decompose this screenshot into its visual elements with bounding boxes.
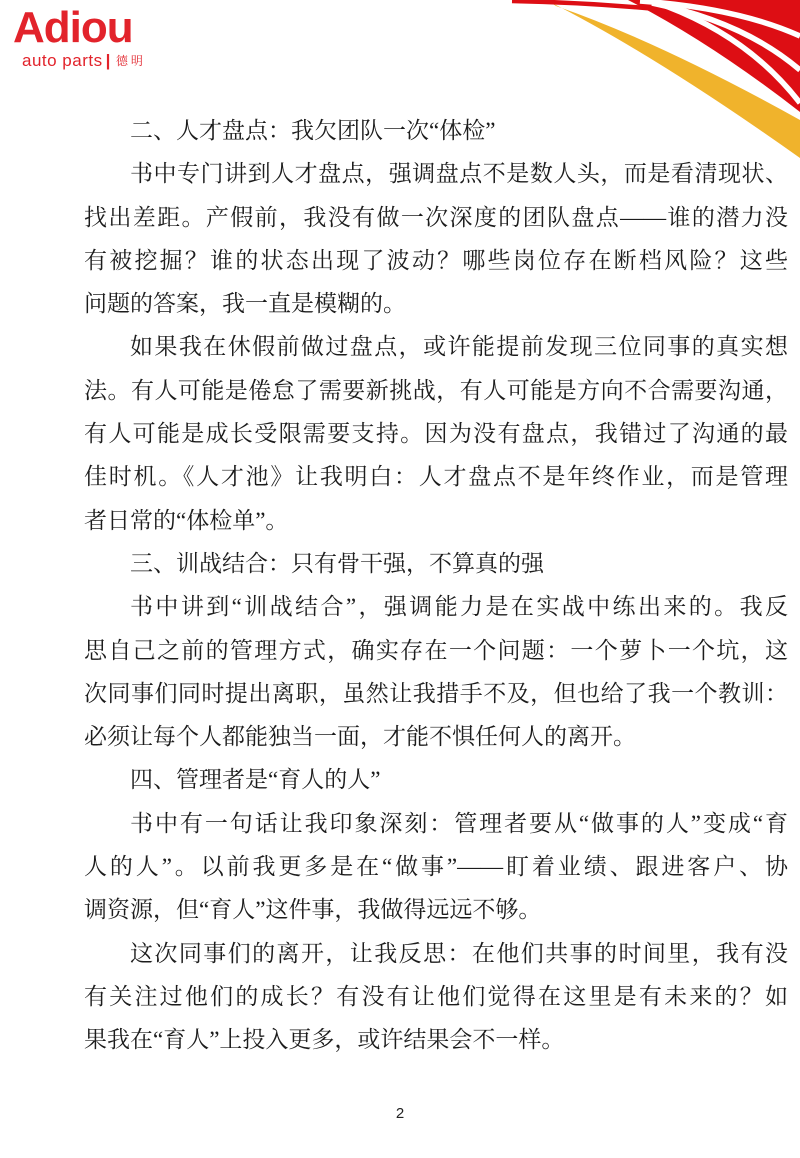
text-line: 找出差距。产假前，我没有做一次深度的团队盘点——谁的潜力没 [84,204,788,230]
brand-tagline-chinese: 德明 [115,54,146,68]
text-line: 问题的答案，我一直是模糊的。 [84,291,406,317]
text-line: 思自己之前的管理方式，确实存在一个问题：一个萝卜一个坑，这 [84,637,788,663]
text-line: 法。有人可能是倦怠了需要新挑战，有人可能是方向不合需要沟通， [84,377,788,403]
brand-tagline [13,51,146,71]
text-line: 书中讲到“训战结合”，强调能力是在实战中练出来的。我反 [130,594,788,620]
section-heading: 四、管理者是“育人的人” [130,767,381,793]
text-line: 人的人”。以前我更多是在“做事”——盯着业绩、跟进客户、协 [84,854,788,880]
brand-logo [13,3,146,71]
text-line: 书中专门讲到人才盘点，强调盘点不是数人头，而是看清现状、 [130,161,788,187]
text-line: 有关注过他们的成长？有没有让他们觉得在这里是有未来的？如 [84,983,788,1009]
page-number: 2 [395,1105,405,1122]
text-line: 次同事们同时提出离职，虽然让我措手不及，但也给了我一个教训： [84,680,788,706]
text-line: 有人可能是成长受限需要支持。因为没有盘点，我错过了沟通的最 [84,421,788,447]
text-line: 佳时机。《人才池》让我明白：人才盘点不是年终作业，而是管理 [84,464,788,490]
text-line: 如果我在休假前做过盘点，或许能提前发现三位同事的真实想 [130,334,788,360]
document-body [84,109,788,1062]
section-heading: 二、人才盘点：我欠团队一次“体检” [130,118,496,143]
section-heading: 三、训战结合：只有骨干强，不算真的强 [130,550,544,576]
text-line: 者日常的“体检单”。 [84,507,289,533]
text-line: 必须让每个人都能独当一面，才能不惧任何人的离开。 [84,724,636,750]
text-line: 这次同事们的离开，让我反思：在他们共事的时间里，我有没 [130,940,788,966]
text-line: 有被挖掘？谁的状态出现了波动？哪些岗位存在断档风险？这些 [84,247,788,273]
brand-wordmark: Adiou [13,3,133,52]
text-line: 调资源，但“育人”这件事，我做得远远不够。 [84,897,542,923]
brand-tagline-separator: | [105,51,111,70]
text-line: 果我在“育人”上投入更多，或许结果会不一样。 [84,1027,565,1053]
text-line: 书中有一句话让我印象深刻：管理者要从“做事的人”变成“育 [130,810,788,836]
brand-tagline-text: auto parts [22,51,103,70]
